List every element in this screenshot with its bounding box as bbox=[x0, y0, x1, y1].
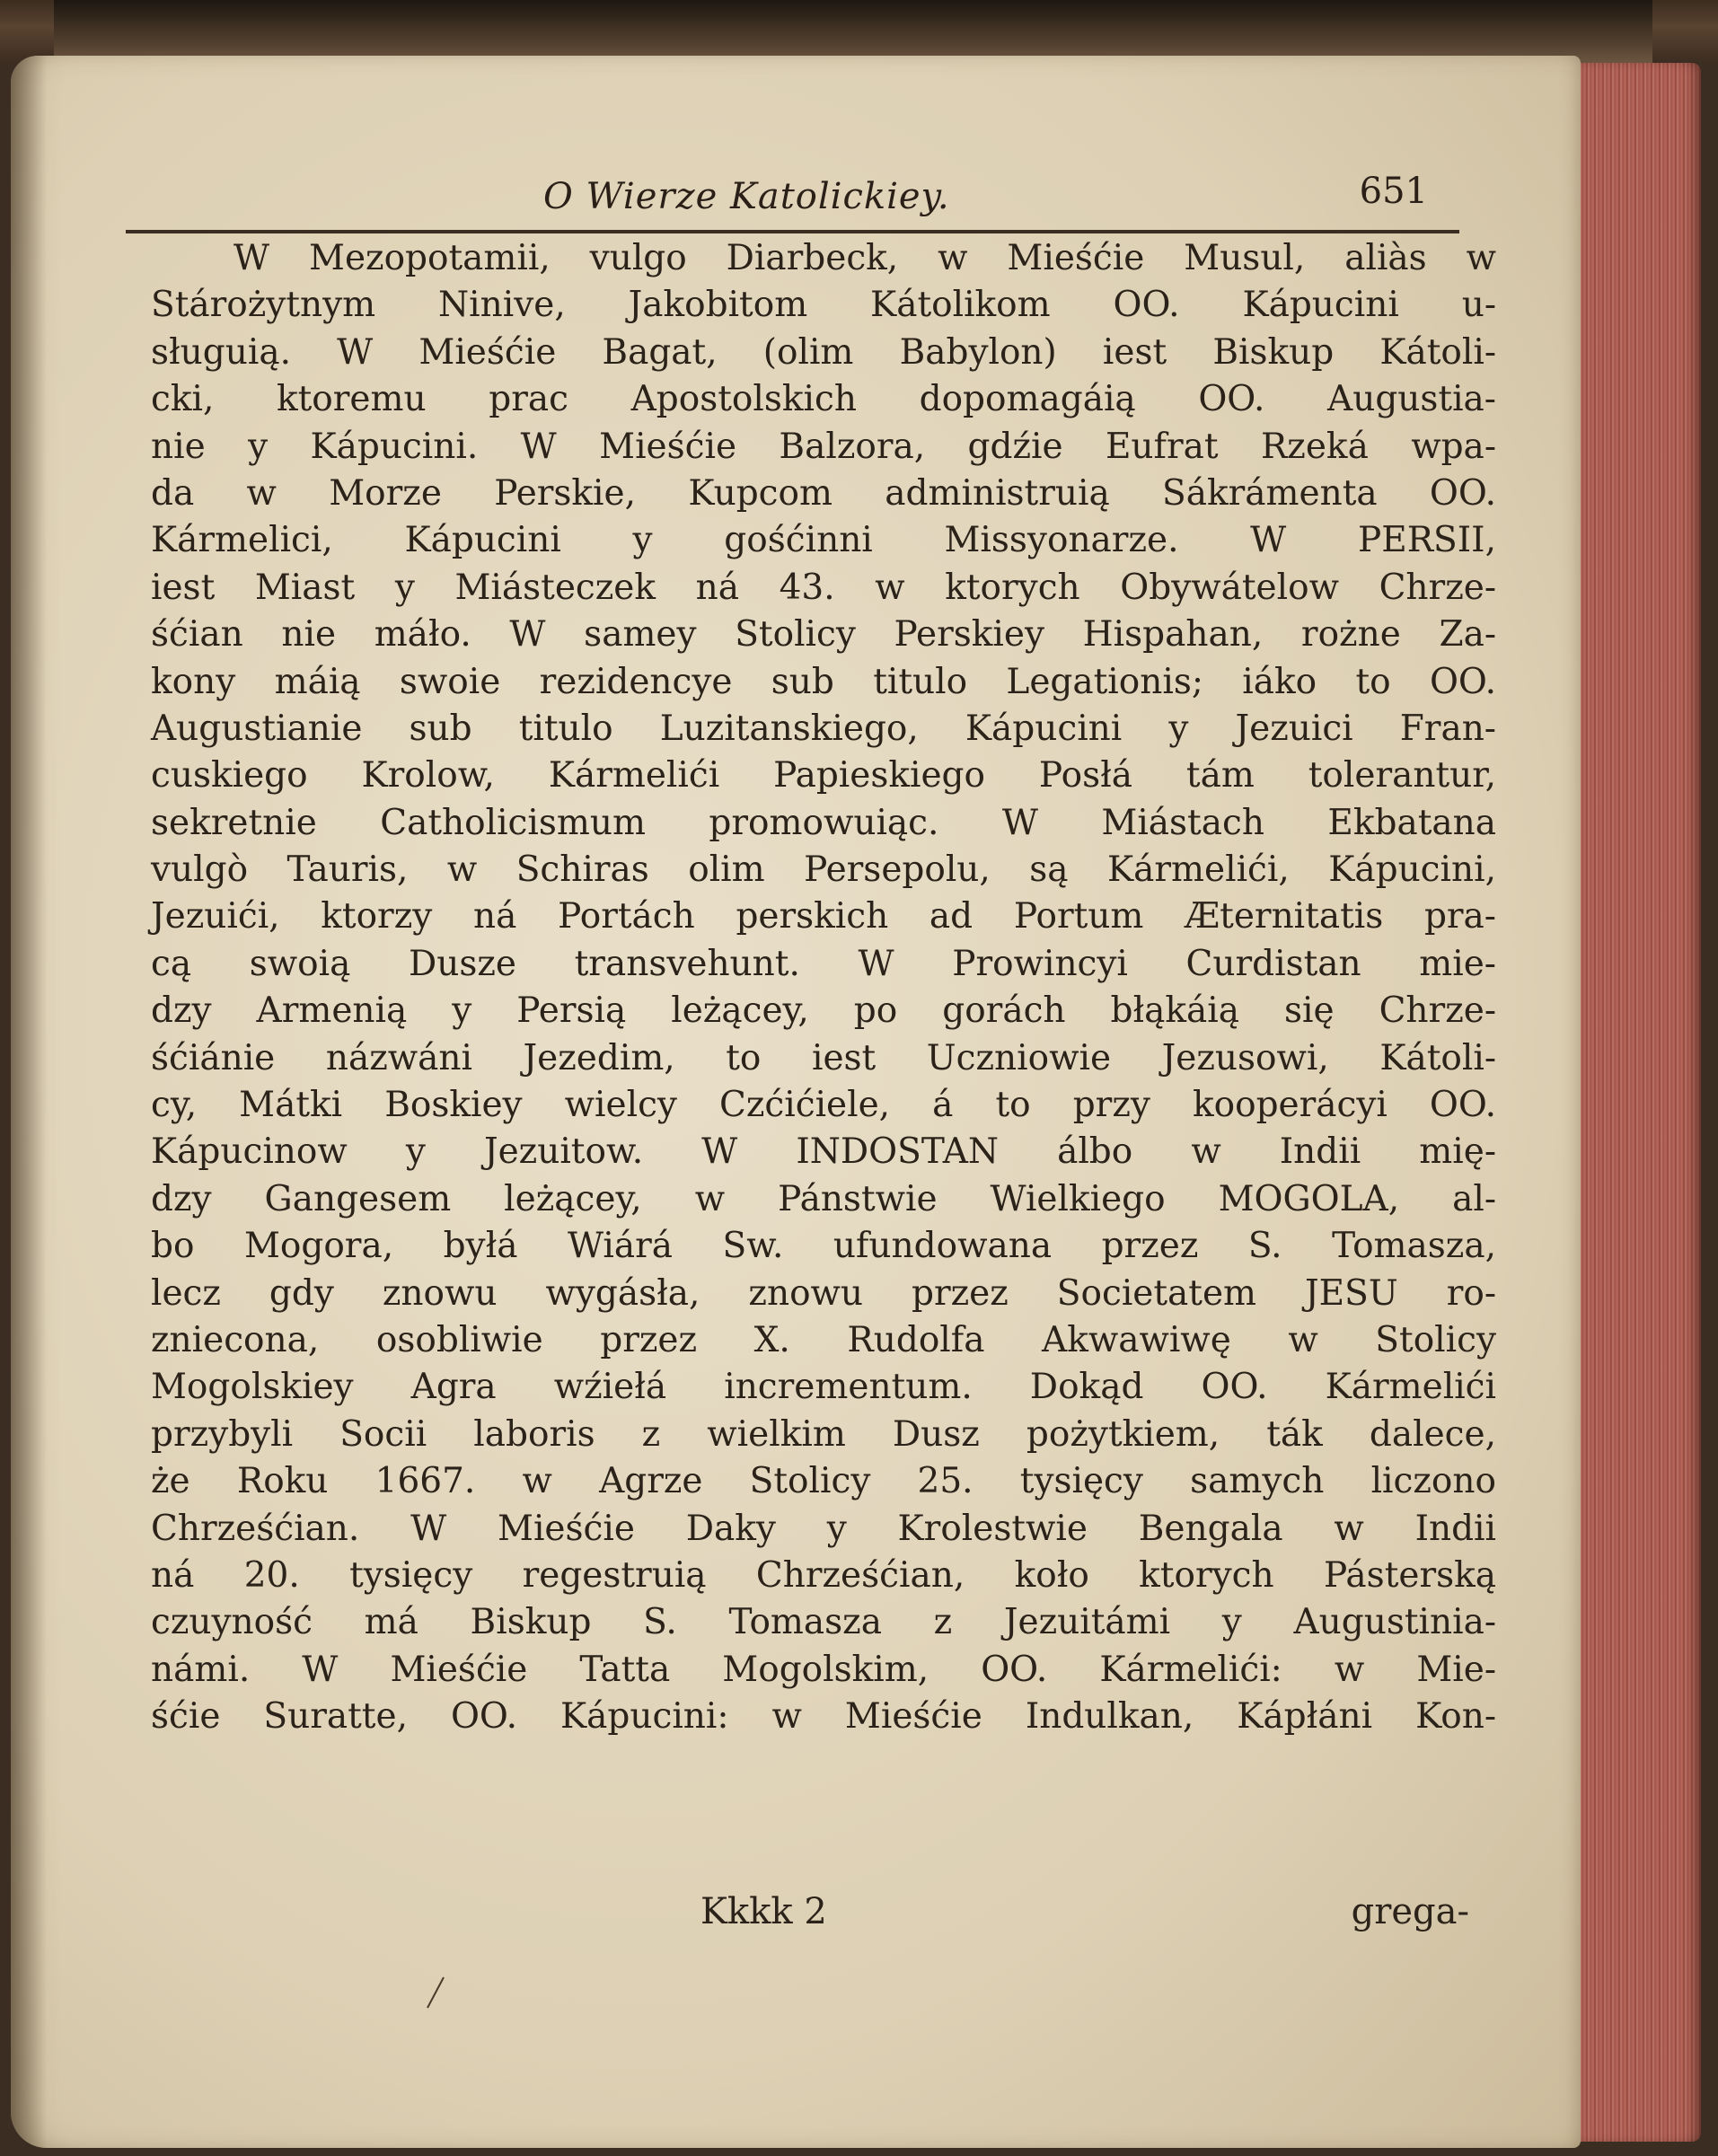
text-line: iest Miast y Miásteczek ná 43. w ktorych Obywátelow Chrze- bbox=[151, 567, 1496, 608]
text-line: śćiánie názwáni Jezedim, to iest Uczniowie Jezusowi, Kátoli- bbox=[151, 1037, 1496, 1078]
spine-shadow bbox=[11, 56, 47, 2148]
text-line: Stárożytnym Ninive, Jakobitom Kátolikom OO. Kápucini u- bbox=[151, 285, 1496, 326]
pen-stroke-mark bbox=[422, 1976, 449, 2010]
text-line: kony máią swoie rezidencye sub titulo Legationis; iáko to OO. bbox=[151, 661, 1496, 702]
text-line: W Mezopotamii, vulgo Diarbeck, w Mieśćie Musul, aliàs w bbox=[233, 238, 1496, 278]
text-line: vulgò Tauris, w Schiras olim Persepolu, są Kármelići, Kápucini, bbox=[151, 849, 1496, 891]
text-line: lecz gdy znowu wygásła, znowu przez Societatem JESU ro- bbox=[151, 1272, 1496, 1314]
text-line: ná 20. tysięcy regestruią Chrześćian, koło ktorych Pásterską bbox=[151, 1554, 1496, 1596]
text-line: námi. W Mieśćie Tatta Mogolskim, OO. Kármelići: w Mie- bbox=[151, 1649, 1496, 1690]
text-line: śćie Suratte, OO. Kápucini: w Mieśćie Indulkan, Kápłáni Kon- bbox=[151, 1696, 1496, 1738]
page-number: 651 bbox=[1359, 171, 1428, 212]
text-line: Jezuići, ktorzy ná Portách perskich ad Portum Æternitatis pra- bbox=[151, 896, 1496, 937]
header-rule bbox=[126, 230, 1459, 233]
text-line: dzy Gangesem leżącey, w Pánstwie Wielkiego MOGOLA, al- bbox=[151, 1178, 1496, 1219]
text-line: czuyność má Biskup S. Tomasza z Jezuitámi y Augustinia- bbox=[151, 1602, 1496, 1643]
text-line: dzy Armenią y Persią leżącey, po gorách błąkáią się Chrze- bbox=[151, 990, 1496, 1032]
text-line: że Roku 1667. w Agrze Stolicy 25. tysięcy samych liczono bbox=[151, 1461, 1496, 1502]
page-footer bbox=[153, 1891, 1482, 1941]
text-line: sługuią. W Mieśćie Bagat, (olim Babylon) iest Biskup Kátoli- bbox=[151, 331, 1496, 373]
text-line: Chrześćian. W Mieśćie Daky y Krolestwie Bengala w Indii bbox=[151, 1508, 1496, 1549]
text-line: Augustianie sub titulo Luzitanskiego, Kápucini y Jezuici Fran- bbox=[151, 708, 1496, 749]
running-title: O Wierze Katolickiey. bbox=[543, 176, 950, 217]
text-line: zniecona, osobliwie przez X. Rudolfa Akwawiwę w Stolicy bbox=[151, 1319, 1496, 1360]
text-line: cuskiego Krolow, Kármelići Papieskiego Posłá tám tolerantur, bbox=[151, 755, 1496, 796]
text-line: śćian nie máło. W samey Stolicy Perskiey Hispahan, rożne Za- bbox=[151, 614, 1496, 656]
text-line: Mogolskiey Agra wźiełá incrementum. Dokąd OO. Kármelići bbox=[151, 1367, 1496, 1408]
red-fore-edge bbox=[1563, 63, 1701, 2142]
page-header bbox=[126, 171, 1446, 224]
body-text bbox=[151, 235, 1496, 1741]
text-line: da w Morze Perskie, Kupcom administruią Sákrámenta OO. bbox=[151, 472, 1496, 514]
text-line: Kármelici, Kápucini y gośćinni Missyonarze. W PERSII, bbox=[151, 520, 1496, 561]
text-line: cy, Mátki Boskiey wielcy Czćićiele, á to przy kooperácyi OO. bbox=[151, 1085, 1496, 1126]
text-line: sekretnie Catholicismum promowuiąc. W Miástach Ekbatana bbox=[151, 802, 1496, 843]
text-line: Kápucinow y Jezuitow. W INDOSTAN álbo w Indii mię- bbox=[151, 1131, 1496, 1173]
text-line: bo Mogora, byłá Wiárá Sw. ufundowana przez S. Tomasza, bbox=[151, 1226, 1496, 1267]
text-line: nie y Kápucini. W Mieśćie Balzora, gdźie Eufrat Rzeká wpa- bbox=[151, 426, 1496, 467]
catchword: grega- bbox=[1351, 1891, 1469, 1932]
text-line: cą swoią Dusze transvehunt. W Prowincyi Curdistan mie- bbox=[151, 943, 1496, 984]
signature-mark: Kkkk 2 bbox=[700, 1891, 827, 1932]
text-line: cki, ktoremu prac Apostolskich dopomagáią OO. Augustia- bbox=[151, 379, 1496, 420]
text-line: przybyli Socii laboris z wielkim Dusz pożytkiem, ták dalece, bbox=[151, 1413, 1496, 1455]
